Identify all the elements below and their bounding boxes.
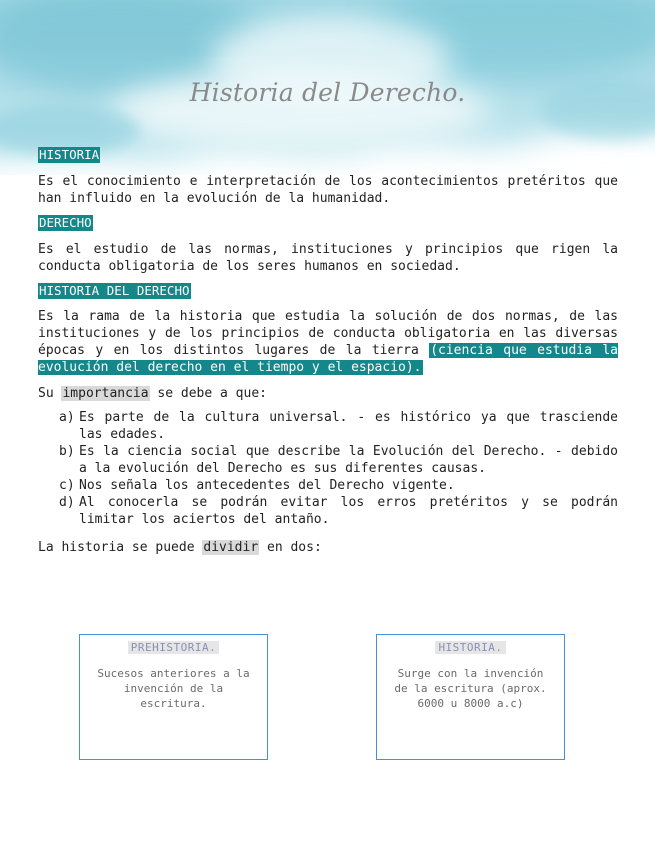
list-marker: a): [59, 410, 75, 425]
list-item-text: Es la ciencia social que describe la Evolución del Derecho. - debido a la evolución del Derecho es sus diferentes causas.: [79, 444, 618, 476]
prehistoria-text: Sucesos anteriores a la invención de la escritura.: [97, 667, 250, 710]
list-item-text: Al conocerla se podrán evitar los erros pretéritos y se podrán limitar los aciertos del antaño.: [79, 495, 618, 527]
box-title: [435, 641, 505, 654]
definition-historia-del-derecho: [38, 308, 618, 376]
section-historia: [38, 147, 618, 164]
historia-box: [376, 634, 565, 760]
division-before: La historia se puede: [38, 540, 195, 555]
importance-after: se debe a que:: [157, 386, 267, 401]
box-title: [128, 641, 219, 654]
document-body: [38, 147, 618, 556]
definition-historia: Es el conocimiento e interpretación de los acontecimientos pretéritos que han influido en la evolución de la humanidad.: [38, 174, 618, 206]
page-title: Historia del Derecho.: [189, 78, 466, 107]
importance-highlight: importancia: [62, 386, 149, 401]
heading-historia-del-derecho: HISTORIA DEL DERECHO: [39, 283, 190, 298]
list-marker: d): [59, 495, 75, 510]
division-intro: [38, 539, 618, 556]
definition-highlight: (ciencia que estudia la evolución del derecho en el tiempo y el espacio).: [38, 343, 618, 375]
importance-before: Su: [38, 386, 54, 401]
list-marker: c): [59, 478, 75, 493]
list-item: [59, 409, 618, 443]
importance-list: [38, 409, 618, 528]
definition-derecho: Es el estudio de las normas, instituciones y principios que rigen la conducta obligatoria de los seres humanos en sociedad.: [38, 242, 618, 274]
list-item: [59, 494, 618, 528]
section-historia-del-derecho: [38, 283, 618, 300]
section-derecho: [38, 215, 618, 232]
definition-text: Es la rama de la historia que estudia la solución de dos normas, de las instituciones y de los principios de conducta obligatoria en las diversas épocas y en los distintos lugares de la tierra: [38, 309, 618, 358]
list-item-text: Es parte de la cultura universal. - es histórico ya que trasciende las edades.: [79, 410, 618, 442]
list-item: [59, 443, 618, 477]
historia-text: Surge con la invención de la escritura (aprox. 6000 u 8000 a.c): [394, 667, 547, 710]
importance-intro: [38, 385, 618, 402]
prehistoria-title: PREHISTORIA.: [128, 641, 219, 654]
prehistoria-box: [79, 634, 268, 760]
list-item: [59, 477, 618, 494]
division-highlight: dividir: [203, 540, 259, 555]
historia-title: HISTORIA.: [435, 641, 505, 654]
heading-historia: HISTORIA: [39, 147, 100, 162]
list-item-text: Nos señala los antecedentes del Derecho vigente.: [79, 478, 455, 493]
list-marker: b): [59, 444, 75, 459]
heading-derecho: DERECHO: [39, 215, 92, 230]
division-after: en dos:: [267, 540, 322, 555]
